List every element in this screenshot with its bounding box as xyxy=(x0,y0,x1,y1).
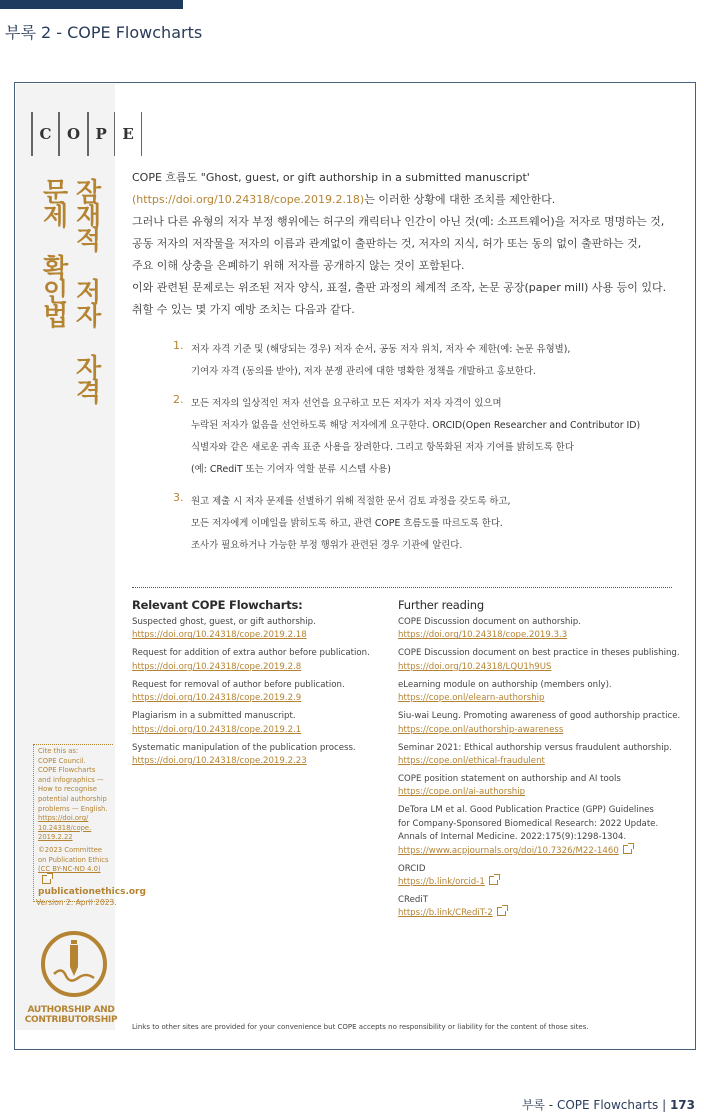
reading-link[interactable]: https://www.acpjournals.org/doi/10.7326/M22-1460 xyxy=(398,845,619,856)
list-item: COPE position statement on authorship and AI tools https://cope.onl/ai-authorship xyxy=(398,774,621,798)
authorship-pen-icon xyxy=(40,930,108,998)
step-item: 3. 원고 제출 시 저자 문제를 선별하기 위해 적절한 문서 검토 과정을 갖도록 하고, 모든 저자에게 이메일을 밝히도록 하고, 관련 COPE 흐름도를 따르도록 한다. 조사가 필요하거나 가능한 부정 행위가 관련된 경우 기관에 알린다. xyxy=(173,491,511,551)
external-link-icon xyxy=(489,876,498,885)
section-divider xyxy=(132,587,672,588)
further-heading: Further reading xyxy=(398,598,484,612)
reading-link[interactable]: https://b.link/CRediT-2 xyxy=(398,908,493,919)
list-item: Siu-wai Leung. Promoting awareness of good authorship practice. https://cope.onl/authorship-awareness xyxy=(398,711,681,735)
page-header-title: 부록 2 - COPE Flowcharts xyxy=(5,23,203,42)
footer-disclaimer: Links to other sites are provided for your convenience but COPE accepts no responsibility or liability for the content of those sites. xyxy=(132,1023,589,1031)
doi-link[interactable]: https://doi.org/10.24318/cope.2019.2.8 xyxy=(132,661,302,672)
cope-logo: C O P E xyxy=(31,112,142,156)
list-item: eLearning module on authorship (members only). https://cope.onl/elearn-authorship xyxy=(398,679,612,704)
doi-link[interactable]: https://doi.org/10.24318/cope.2019.2.18 xyxy=(132,630,307,641)
list-item: ORCID https://b.link/orcid-1 xyxy=(398,863,688,890)
website-link[interactable]: publicationethics.org xyxy=(38,887,146,898)
version-label: Version 2: April 2023. xyxy=(36,898,117,907)
list-item: COPE Discussion document on authorship. https://doi.org/10.24318/cope.2019.3.3 xyxy=(398,617,581,641)
intro-text: COPE 흐름도 "Ghost, guest, or gift authorship in a submitted manuscript' (https://doi.org/10.24318/cope.2019.2.18)는 이러한 상황에 대한 조치를 제안한다. 그러나 다른 유형의 저자 부정 행위에는 허구의 캐릭터나 인간이 아닌 것(예: 소프트웨어)을 저자로 명명하는 것, 공동 저자의 저작물을 저자의 이름과 관계없이 출판하는 것, 저자의 지식, 허가 또는 동의 없이 출판하는 것, 주요 이해 상충을 은폐하기 위해 저자를 공개하지 않는 것이 포함된다. 이와 관련된 문제로는 위조된 저자 양식, 표절, 출판 과정의 체계적 조작, 논문 공장(paper mill) 사용 등이 있다. 취할 수 있는 몇 가지 예방 조치는 다음과 같다. xyxy=(132,171,667,316)
cite-doi-link[interactable]: https://doi.org/ xyxy=(38,814,89,823)
doi-link[interactable]: https://doi.org/10.24318/cope.2019.2.23 xyxy=(132,756,307,767)
reading-link[interactable]: https://doi.org/10.24318/cope.2019.3.3 xyxy=(398,630,568,641)
badge-label: AUTHORSHIP AND CONTRIBUTORSHIP xyxy=(24,1005,118,1025)
list-item: Request for removal of author before publication. https://doi.org/10.24318/cope.2019.2.9 xyxy=(132,679,345,704)
vertical-title: 잠재적 저자 자격 문제 확인법 xyxy=(38,178,101,402)
reading-link[interactable]: https://cope.onl/elearn-authorship xyxy=(398,693,545,704)
intro-doi-link[interactable]: (https://doi.org/10.24318/cope.2019.2.18) xyxy=(132,193,365,206)
external-link-icon xyxy=(42,875,51,884)
reading-link[interactable]: https://doi.org/10.24318/LQU1h9US xyxy=(398,661,552,672)
top-accent-bar xyxy=(0,0,183,9)
list-item: Plagiarism in a submitted manuscript. https://doi.org/10.24318/cope.2019.2.1 xyxy=(132,711,302,735)
step-item: 1. 저자 자격 기준 및 (해당되는 경우) 저자 순서, 공동 저자 위치, 저자 수 제한(예: 논문 유형별), 기여자 자격 (동의를 받아), 저자 분쟁 관리에 대한 명확한 정책을 개발하고 홍보한다. xyxy=(173,339,571,377)
list-item: CRediT https://b.link/CRediT-2 xyxy=(398,894,688,921)
relevant-flowcharts xyxy=(132,598,382,773)
step-item: 2. 모든 저자의 일상적인 저자 선언을 요구하고 모든 저자가 저자 자격이 있으며 누락된 저자가 없음을 선언하도록 해당 저자에게 요구한다. ORCID(Open Researcher and Contributor ID) 식별자와 같은 새로운 귀속 표준 사용을 장려한다. 그리고 항목화된 저자 기여를 밝히도록 한다 (예: CRediT 또는 기여자 역할 분류 시스템 사용) xyxy=(173,393,641,475)
list-item: DeTora LM et al. Good Publication Practice (GPP) Guidelines for Company-Sponsored Biomedical Research: 2022 Update. Annals of Internal Medicine. 2022:175(9):1298-1304. https://www.acpjournals.org/doi/10.7326/M22-1460 xyxy=(398,805,659,856)
doi-link[interactable]: https://doi.org/10.24318/cope.2019.2.9 xyxy=(132,693,302,704)
relevant-heading: Relevant COPE Flowcharts: xyxy=(132,598,303,612)
external-link-icon xyxy=(497,907,506,916)
reading-link[interactable]: https://cope.onl/ethical-fraudulent xyxy=(398,756,545,767)
list-item: Seminar 2021: Ethical authorship versus fraudulent authorship. https://cope.onl/ethical-fraudulent xyxy=(398,742,672,767)
cite-doi-link[interactable]: 10.24318/cope. xyxy=(38,823,92,832)
page-footer: 부록 - COPE Flowcharts | 173 xyxy=(521,1098,695,1112)
reading-link[interactable]: https://cope.onl/ai-authorship xyxy=(398,787,526,798)
cite-box: Cite this as: COPE Council. COPE Flowcharts and infographics — How to recognise potential authorship problems — English. https://doi.org/ 10.24318/cope. 2019.2.22 ©2023 Committee on Publication Ethics (CC BY-NC-ND 4.0) publicationethics.org xyxy=(33,744,113,902)
license-link[interactable]: (CC BY-NC-ND 4.0) xyxy=(38,865,101,874)
page-number: 173 xyxy=(669,1098,695,1112)
external-link-icon xyxy=(623,845,632,854)
further-reading xyxy=(398,598,688,925)
reading-link[interactable]: https://b.link/orcid-1 xyxy=(398,877,485,888)
cite-doi-link[interactable]: 2019.2.22 xyxy=(38,833,73,842)
list-item: Suspected ghost, guest, or gift authorship. https://doi.org/10.24318/cope.2019.2.18 xyxy=(132,617,316,641)
doi-link[interactable]: https://doi.org/10.24318/cope.2019.2.1 xyxy=(132,724,302,735)
list-item: Request for addition of extra author before publication. https://doi.org/10.24318/cope.2019.2.8 xyxy=(132,648,370,672)
list-item: COPE Discussion document on best practice in theses publishing. https://doi.org/10.24318/LQU1h9US xyxy=(398,648,680,672)
reading-link[interactable]: https://cope.onl/authorship-awareness xyxy=(398,724,564,735)
list-item: Systematic manipulation of the publication process. https://doi.org/10.24318/cope.2019.2.23 xyxy=(132,742,356,767)
steps-list xyxy=(173,339,673,567)
